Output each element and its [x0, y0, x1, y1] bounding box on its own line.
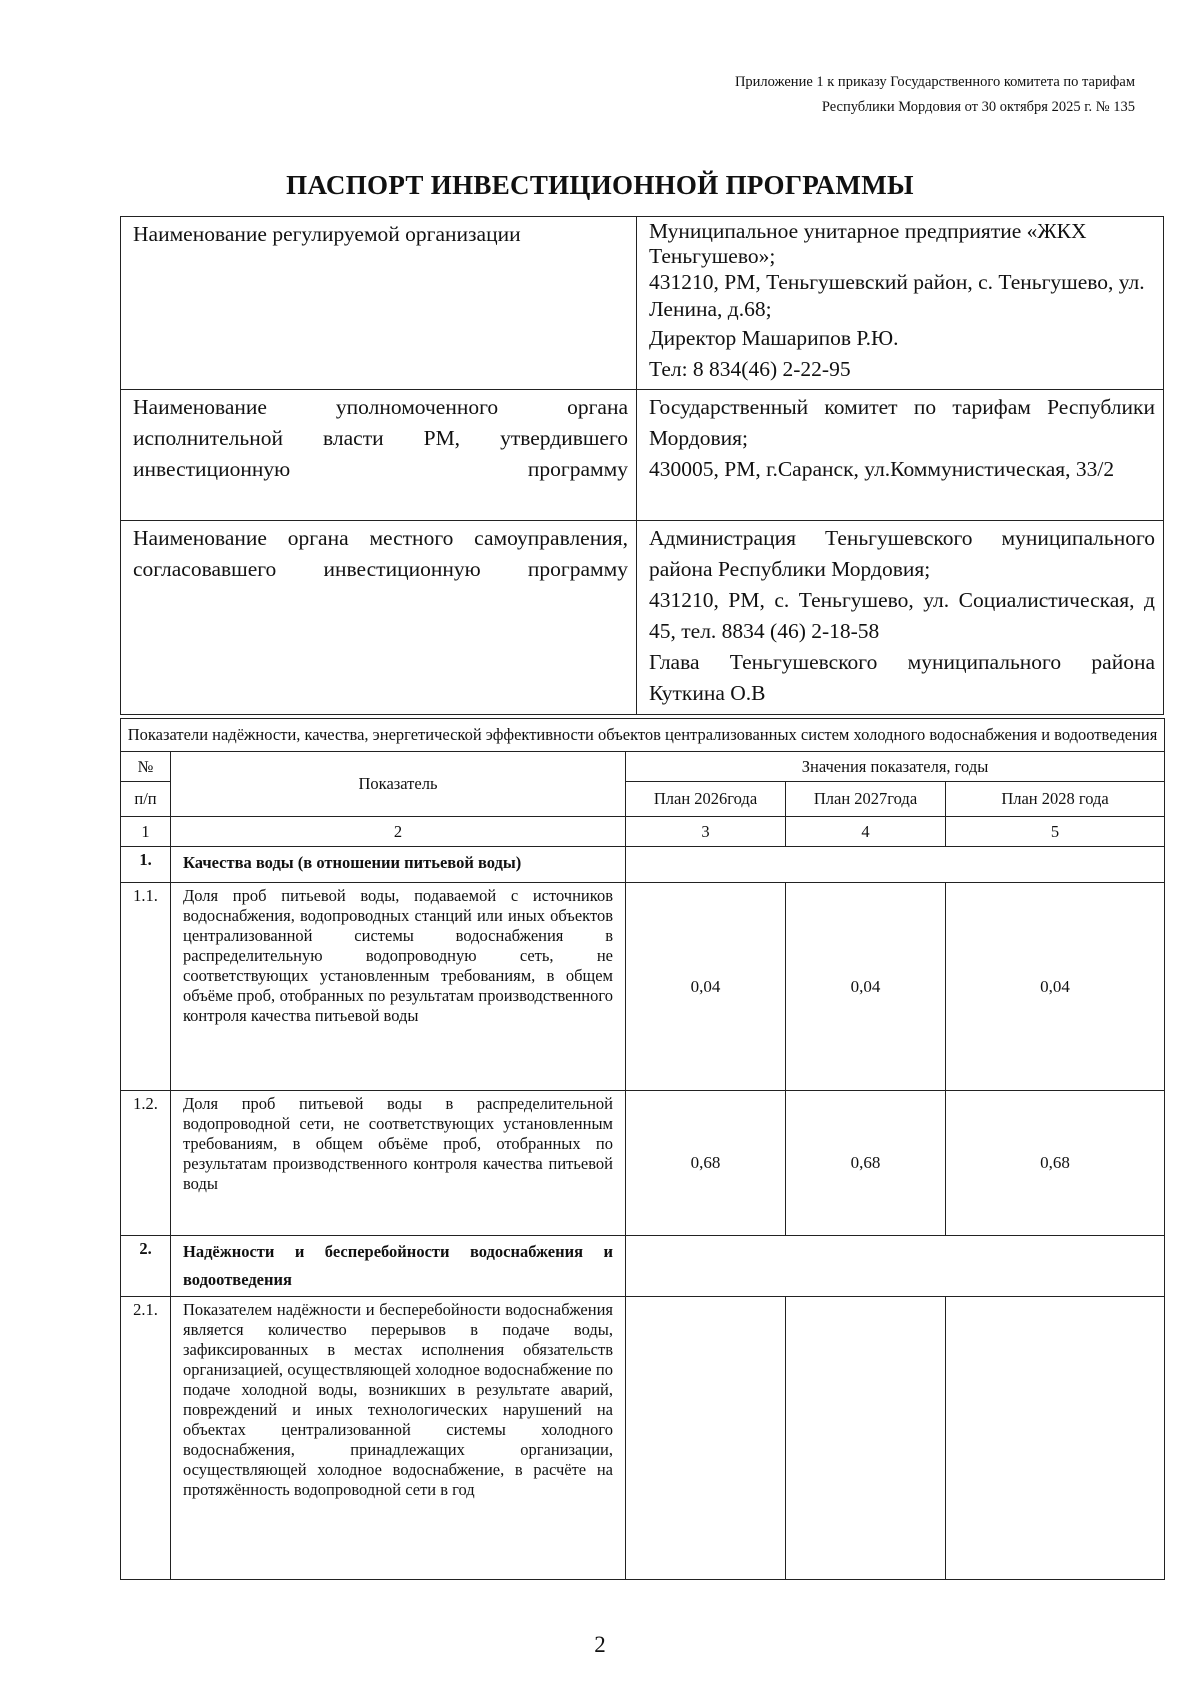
- info-label: Наименование уполномоченного органа исполнительной власти РМ, утвердившего инвестиционную программу: [121, 390, 637, 521]
- header-row-1: [121, 752, 1165, 782]
- document-title: ПАСПОРТ ИНВЕСТИЦИОННОЙ ПРОГРАММЫ: [286, 170, 914, 200]
- num-col-header-bottom: п/п: [121, 782, 171, 817]
- info-table: [120, 216, 1164, 715]
- value-2028: [946, 1297, 1165, 1580]
- info-value: [637, 390, 1164, 521]
- table-row: [121, 1297, 1165, 1580]
- info-line: Директор Машарипов Р.Ю.: [649, 326, 899, 350]
- column-number: 5: [946, 817, 1165, 847]
- num-col-header-top: №: [121, 752, 171, 782]
- section-number: 2.: [121, 1236, 171, 1297]
- section-empty-cell: [626, 1236, 1165, 1297]
- info-label: Наименование регулируемой организации: [121, 217, 637, 390]
- section-row: [121, 847, 1165, 883]
- indicator-text: Доля проб питьевой воды, подаваемой с источников водоснабжения, водопроводных станций или иных объектов централизованной системы водоснабжения в распределительную водопроводную сеть, не соответствующих установленным требованиям, в общем объёме проб, отобранных по результатам производственного контроля качества питьевой воды: [171, 883, 626, 1091]
- plan-2027-header: План 2027года: [786, 782, 946, 817]
- table-row: [121, 883, 1165, 1091]
- section-title: Качества воды (в отношении питьевой воды): [171, 847, 626, 883]
- info-line: Государственный комитет по тарифам Республики Мордовия;: [649, 395, 1155, 450]
- info-line: Муниципальное унитарное предприятие «ЖКХ Теньгушево»;: [649, 219, 1087, 268]
- column-number: 4: [786, 817, 946, 847]
- indicator-text: Доля проб питьевой воды в распределительной водопроводной сети, не соответствующих установленным требованиям, в общем объёме проб, отобранных по результатам производственного контроля качества питьевой воды: [171, 1091, 626, 1236]
- info-value: [637, 217, 1164, 390]
- info-line: Администрация Теньгушевского муниципального района Республики Мордовия;: [649, 526, 1155, 581]
- info-line: 430005, РМ, г.Саранск, ул.Коммунистическая, 33/2: [649, 457, 1115, 481]
- info-line: Тел: 8 834(46) 2-22-95: [649, 357, 851, 381]
- values-group-header: Значения показателя, годы: [626, 752, 1165, 782]
- info-row-local-government: [121, 521, 1164, 715]
- value-2026: 0,68: [626, 1091, 786, 1236]
- row-number: 2.1.: [121, 1297, 171, 1580]
- header-line-1: Приложение 1 к приказу Государственного комитета по тарифам: [734, 74, 1135, 90]
- column-number: 1: [121, 817, 171, 847]
- row-number: 1.2.: [121, 1091, 171, 1236]
- header-line-2: Республики Мордовия от 30 октября 2025 г. № 135: [821, 99, 1135, 115]
- info-row-organization: [121, 217, 1164, 390]
- column-number: 3: [626, 817, 786, 847]
- section-empty-cell: [626, 847, 1165, 883]
- row-number: 1.1.: [121, 883, 171, 1091]
- info-label: Наименование органа местного самоуправления, согласовавшего инвестиционную программу: [121, 521, 637, 715]
- section-title: Надёжности и бесперебойности водоснабжения и водоотведения: [171, 1236, 626, 1297]
- info-value: [637, 521, 1164, 715]
- value-2027: [786, 1297, 946, 1580]
- page-number: 2: [594, 1632, 606, 1657]
- info-line: 431210, РМ, с. Теньгушево, ул. Социалистическая, д 45, тел. 8834 (46) 2-18-58: [649, 588, 1155, 643]
- value-2027: 0,68: [786, 1091, 946, 1236]
- indicator-text: Показателем надёжности и бесперебойности водоснабжения является количество перерывов в подаче воды, зафиксированных в местах исполнения обязательств организацией, осуществляющей холодное водоснабжение по подаче холодной воды, возникших в результате аварий, повреждений и иных технологических нарушений на объектах централизованной системы холодного водоснабжения, принадлежащих организации, осуществляющей холодное водоснабжение, в расчёте на протяжённость водопроводной сети в год: [171, 1297, 626, 1580]
- section-number: 1.: [121, 847, 171, 883]
- info-line: Глава Теньгушевского муниципального района Куткина О.В: [649, 650, 1155, 705]
- column-number: 2: [171, 817, 626, 847]
- value-2026: [626, 1297, 786, 1580]
- column-numbers-row: [121, 817, 1165, 847]
- indicators-table: [120, 718, 1165, 1580]
- info-line: 431210, РМ, Теньгушевский район, с. Теньгушево, ул. Ленина, д.68;: [649, 270, 1145, 321]
- section-row: [121, 1236, 1165, 1297]
- info-row-authority: [121, 390, 1164, 521]
- value-2028: 0,68: [946, 1091, 1165, 1236]
- table-row: [121, 1091, 1165, 1236]
- value-2028: 0,04: [946, 883, 1165, 1091]
- indicator-col-header: Показатель: [171, 752, 626, 817]
- plan-2026-header: План 2026года: [626, 782, 786, 817]
- document-header: [735, 70, 1135, 120]
- plan-2028-header: План 2028 года: [946, 782, 1165, 817]
- indicators-caption: Показатели надёжности, качества, энергетической эффективности объектов централизованных систем холодного водоснабжения и водоотведения: [121, 719, 1165, 752]
- value-2027: 0,04: [786, 883, 946, 1091]
- indicators-caption-row: [121, 719, 1165, 752]
- value-2026: 0,04: [626, 883, 786, 1091]
